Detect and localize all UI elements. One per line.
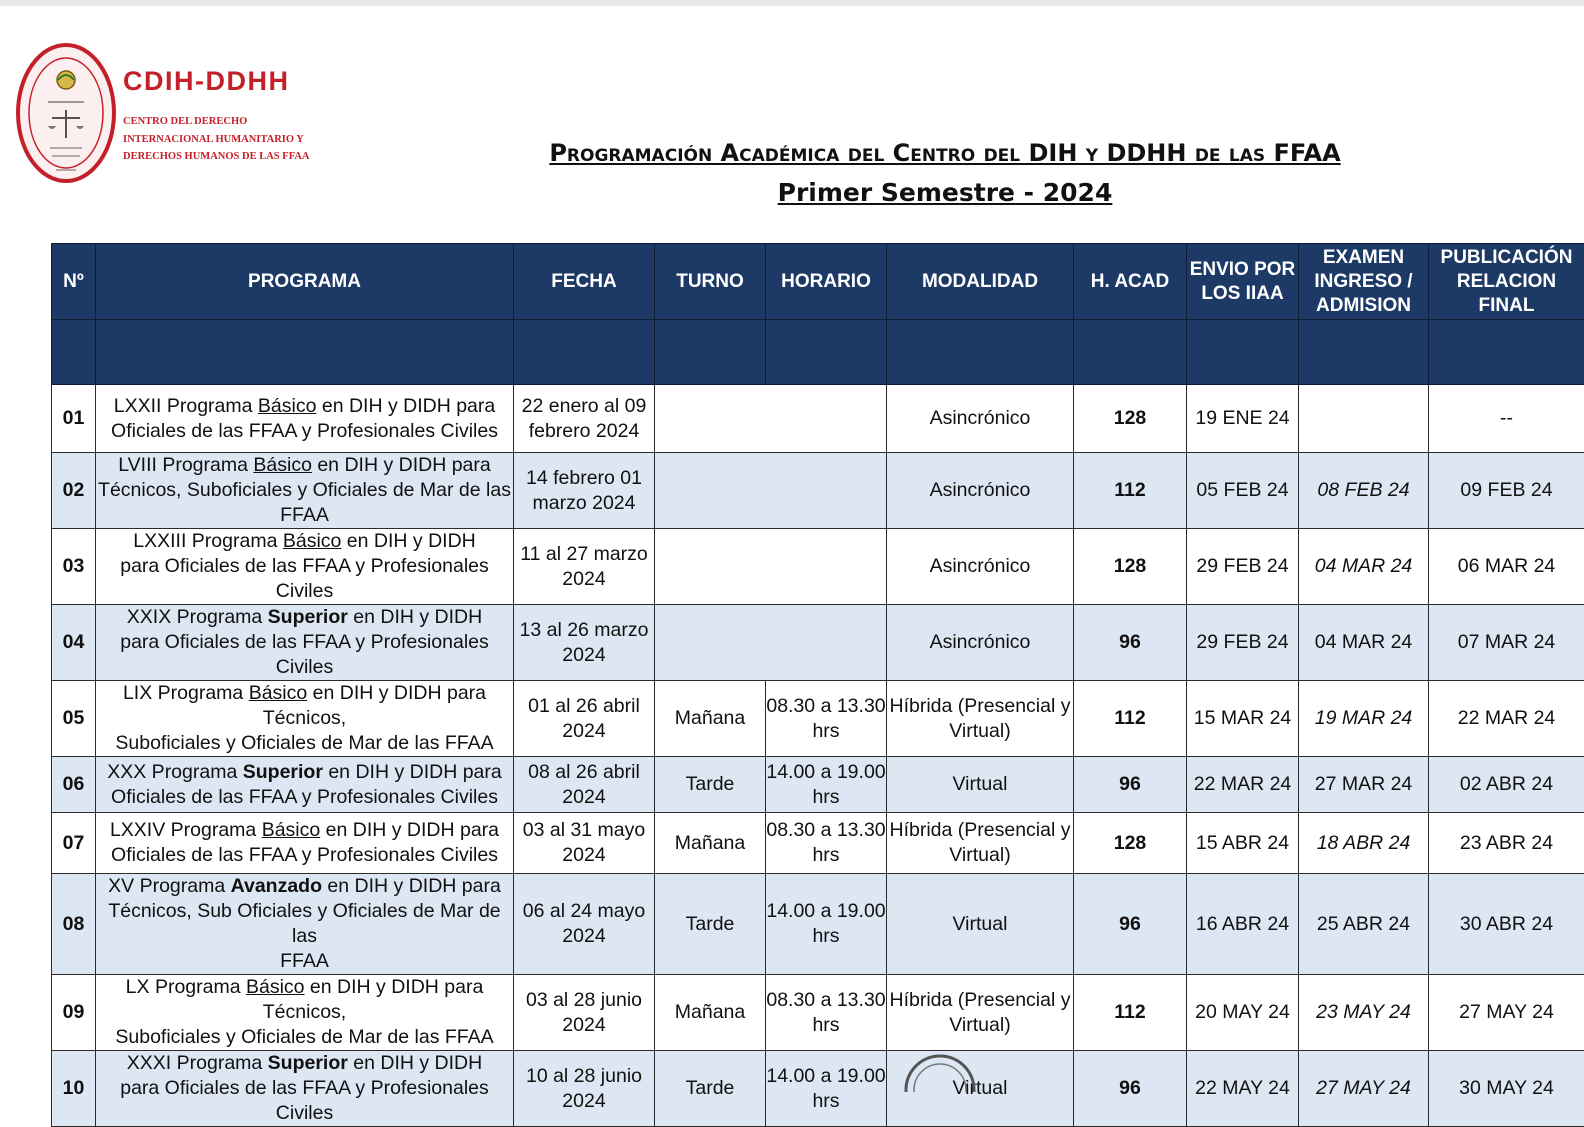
program-text: XV Programa bbox=[108, 875, 230, 897]
program-text: LXXIII Programa bbox=[133, 530, 283, 552]
envio-cell: 22 MAR 24 bbox=[1187, 757, 1299, 813]
row-number: 09 bbox=[52, 975, 96, 1051]
envio-cell: 20 MAY 24 bbox=[1187, 975, 1299, 1051]
schedule-table bbox=[51, 243, 1584, 1127]
program-level-underlined: Básico bbox=[258, 395, 317, 417]
publicacion-cell: 23 ABR 24 bbox=[1429, 813, 1584, 874]
turno-cell: Mañana bbox=[655, 681, 766, 757]
modalidad-cell: Virtual bbox=[887, 1051, 1074, 1127]
publicacion-cell: 27 MAY 24 bbox=[1429, 975, 1584, 1051]
org-sub-line: INTERNACIONAL HUMANITARIO Y bbox=[123, 131, 323, 149]
date-cell: 14 febrero 01 marzo 2024 bbox=[514, 453, 655, 529]
col-header-programa: PROGRAMA bbox=[96, 244, 514, 320]
header-spacer-cell bbox=[1429, 320, 1584, 385]
modalidad-cell: Asincrónico bbox=[887, 605, 1074, 681]
examen-cell: 19 MAR 24 bbox=[1299, 681, 1429, 757]
row-number: 10 bbox=[52, 1051, 96, 1127]
program-level-underlined: Básico bbox=[262, 819, 321, 841]
col-header-hacad: H. ACAD bbox=[1074, 244, 1187, 320]
examen-cell: 23 MAY 24 bbox=[1299, 975, 1429, 1051]
row-number: 05 bbox=[52, 681, 96, 757]
row-number: 04 bbox=[52, 605, 96, 681]
schedule-body bbox=[52, 385, 1584, 1127]
header-spacer-cell bbox=[1187, 320, 1299, 385]
turno-horario-cell bbox=[655, 385, 887, 453]
program-text: Oficiales de las FFAA y Profesionales Civiles bbox=[111, 420, 498, 442]
publicacion-cell: 22 MAR 24 bbox=[1429, 681, 1584, 757]
examen-cell: 27 MAR 24 bbox=[1299, 757, 1429, 813]
modalidad-cell: Asincrónico bbox=[887, 453, 1074, 529]
hacad-cell: 112 bbox=[1074, 975, 1187, 1051]
table-row bbox=[52, 874, 1584, 975]
envio-cell: 15 ABR 24 bbox=[1187, 813, 1299, 874]
turno-cell: Tarde bbox=[655, 1051, 766, 1127]
program-text: XXXI Programa bbox=[127, 1052, 268, 1074]
header-spacer-cell bbox=[514, 320, 655, 385]
program-text: en DIH y DIDH bbox=[348, 606, 482, 628]
horario-cell: 08.30 a 13.30 hrs bbox=[766, 681, 887, 757]
org-subtitle bbox=[123, 113, 323, 166]
publicacion-cell: 30 ABR 24 bbox=[1429, 874, 1584, 975]
hacad-cell: 96 bbox=[1074, 1051, 1187, 1127]
row-number: 08 bbox=[52, 874, 96, 975]
col-header-modalidad: MODALIDAD bbox=[887, 244, 1074, 320]
date-cell: 22 enero al 09 febrero 2024 bbox=[514, 385, 655, 453]
date-cell: 13 al 26 marzo 2024 bbox=[514, 605, 655, 681]
program-text: XXX Programa bbox=[107, 761, 242, 783]
modalidad-cell: Híbrida (Presencial y Virtual) bbox=[887, 813, 1074, 874]
header-spacer-cell bbox=[1299, 320, 1429, 385]
publicacion-cell: -- bbox=[1429, 385, 1584, 453]
program-text: Técnicos, Sub Oficiales y Oficiales de Mar de las bbox=[108, 900, 500, 947]
program-cell bbox=[96, 681, 514, 757]
horario-cell: 14.00 a 19.00 hrs bbox=[766, 757, 887, 813]
modalidad-cell: Asincrónico bbox=[887, 385, 1074, 453]
publicacion-cell: 30 MAY 24 bbox=[1429, 1051, 1584, 1127]
header-spacer-cell bbox=[766, 320, 887, 385]
table-row bbox=[52, 975, 1584, 1051]
program-text: LVIII Programa bbox=[118, 454, 253, 476]
program-text: Oficiales de las FFAA y Profesionales Civiles bbox=[111, 786, 498, 808]
program-text: LIX Programa bbox=[123, 682, 249, 704]
examen-cell: 27 MAY 24 bbox=[1299, 1051, 1429, 1127]
examen-cell bbox=[1299, 385, 1429, 453]
envio-cell: 29 FEB 24 bbox=[1187, 605, 1299, 681]
row-number: 02 bbox=[52, 453, 96, 529]
program-text: en DIH y DIDH para bbox=[322, 875, 501, 897]
publicacion-cell: 07 MAR 24 bbox=[1429, 605, 1584, 681]
hacad-cell: 128 bbox=[1074, 385, 1187, 453]
turno-cell: Tarde bbox=[655, 874, 766, 975]
examen-cell: 04 MAR 24 bbox=[1299, 529, 1429, 605]
hacad-cell: 128 bbox=[1074, 529, 1187, 605]
program-cell bbox=[96, 813, 514, 874]
turno-horario-cell bbox=[655, 605, 887, 681]
modalidad-cell: Virtual bbox=[887, 757, 1074, 813]
cdih-logo-seal bbox=[14, 40, 118, 186]
program-text: en DIH y DIDH bbox=[348, 1052, 482, 1074]
envio-cell: 05 FEB 24 bbox=[1187, 453, 1299, 529]
turno-cell: Tarde bbox=[655, 757, 766, 813]
program-text: en DIH y DIDH para bbox=[316, 395, 495, 417]
row-number: 03 bbox=[52, 529, 96, 605]
document-title: Programación Académica del Centro del DIH y DDHH de las FFAA bbox=[440, 139, 1450, 167]
row-number: 01 bbox=[52, 385, 96, 453]
program-level-underlined: Básico bbox=[283, 530, 342, 552]
program-text: en DIH y DIDH para bbox=[323, 761, 502, 783]
turno-cell: Mañana bbox=[655, 813, 766, 874]
envio-cell: 22 MAY 24 bbox=[1187, 1051, 1299, 1127]
program-text: para Oficiales de las FFAA y Profesionales Civiles bbox=[120, 1077, 489, 1124]
examen-cell: 25 ABR 24 bbox=[1299, 874, 1429, 975]
table-row bbox=[52, 681, 1584, 757]
examen-cell: 08 FEB 24 bbox=[1299, 453, 1429, 529]
table-row bbox=[52, 529, 1584, 605]
col-header-examen: EXAMEN INGRESO / ADMISION bbox=[1299, 244, 1429, 320]
program-text: para Oficiales de las FFAA y Profesionales Civiles bbox=[120, 555, 489, 602]
program-text: en DIH y DIDH para Técnicos, bbox=[263, 976, 484, 1023]
envio-cell: 19 ENE 24 bbox=[1187, 385, 1299, 453]
publicacion-cell: 06 MAR 24 bbox=[1429, 529, 1584, 605]
program-text: LX Programa bbox=[126, 976, 246, 998]
program-text: LXXIV Programa bbox=[110, 819, 262, 841]
table-row bbox=[52, 757, 1584, 813]
date-cell: 11 al 27 marzo 2024 bbox=[514, 529, 655, 605]
col-header-turno: TURNO bbox=[655, 244, 766, 320]
col-header-num: Nº bbox=[52, 244, 96, 320]
modalidad-cell: Asincrónico bbox=[887, 529, 1074, 605]
examen-cell: 18 ABR 24 bbox=[1299, 813, 1429, 874]
envio-cell: 16 ABR 24 bbox=[1187, 874, 1299, 975]
program-level-underlined: Básico bbox=[253, 454, 312, 476]
table-row bbox=[52, 1051, 1584, 1127]
col-header-fecha: FECHA bbox=[514, 244, 655, 320]
col-header-envio: ENVIO POR LOS IIAA bbox=[1187, 244, 1299, 320]
program-text: en DIH y DIDH bbox=[341, 530, 475, 552]
turno-cell: Mañana bbox=[655, 975, 766, 1051]
date-cell: 03 al 31 mayo 2024 bbox=[514, 813, 655, 874]
program-text: Suboficiales y Oficiales de Mar de las FFAA bbox=[115, 732, 493, 754]
program-text: en DIH y DIDH para Técnicos, bbox=[263, 682, 486, 729]
program-text: FFAA bbox=[280, 504, 329, 526]
program-cell bbox=[96, 757, 514, 813]
program-level-bold: Superior bbox=[268, 1052, 348, 1074]
program-level-bold: Avanzado bbox=[231, 875, 322, 897]
date-cell: 01 al 26 abril 2024 bbox=[514, 681, 655, 757]
hacad-cell: 96 bbox=[1074, 757, 1187, 813]
envio-cell: 15 MAR 24 bbox=[1187, 681, 1299, 757]
program-text: para Oficiales de las FFAA y Profesionales Civiles bbox=[120, 631, 489, 678]
header-spacer-cell bbox=[96, 320, 514, 385]
publicacion-cell: 09 FEB 24 bbox=[1429, 453, 1584, 529]
org-name: CDIH-DDHH bbox=[123, 66, 289, 97]
program-cell bbox=[96, 529, 514, 605]
date-cell: 08 al 26 abril 2024 bbox=[514, 757, 655, 813]
horario-cell: 08.30 a 13.30 hrs bbox=[766, 975, 887, 1051]
col-header-horario: HORARIO bbox=[766, 244, 887, 320]
hacad-cell: 112 bbox=[1074, 453, 1187, 529]
document-subtitle: Primer Semestre - 2024 bbox=[440, 178, 1450, 207]
row-number: 07 bbox=[52, 813, 96, 874]
table-row bbox=[52, 605, 1584, 681]
examen-cell: 04 MAR 24 bbox=[1299, 605, 1429, 681]
hacad-cell: 112 bbox=[1074, 681, 1187, 757]
hacad-cell: 96 bbox=[1074, 605, 1187, 681]
date-cell: 10 al 28 junio 2024 bbox=[514, 1051, 655, 1127]
modalidad-cell: Híbrida (Presencial y Virtual) bbox=[887, 681, 1074, 757]
program-text: XXIX Programa bbox=[127, 606, 268, 628]
org-sub-line: DERECHOS HUMANOS DE LAS FFAA bbox=[123, 148, 323, 166]
horario-cell: 14.00 a 19.00 hrs bbox=[766, 1051, 887, 1127]
program-text: FFAA bbox=[280, 950, 329, 972]
program-cell bbox=[96, 385, 514, 453]
program-text: Oficiales de las FFAA y Profesionales Civiles bbox=[111, 844, 498, 866]
header-spacer-cell bbox=[655, 320, 766, 385]
program-cell bbox=[96, 1051, 514, 1127]
org-sub-line: CENTRO DEL DERECHO bbox=[123, 113, 323, 131]
col-header-publicacion: PUBLICACIÓN RELACION FINAL bbox=[1429, 244, 1584, 320]
header-row bbox=[52, 244, 1584, 320]
program-level-bold: Superior bbox=[268, 606, 348, 628]
program-level-underlined: Básico bbox=[249, 682, 308, 704]
hacad-cell: 128 bbox=[1074, 813, 1187, 874]
program-text: en DIH y DIDH para bbox=[320, 819, 499, 841]
modalidad-cell: Híbrida (Presencial y Virtual) bbox=[887, 975, 1074, 1051]
table-row bbox=[52, 385, 1584, 453]
header-spacer-cell bbox=[887, 320, 1074, 385]
program-level-bold: Superior bbox=[243, 761, 323, 783]
program-cell bbox=[96, 605, 514, 681]
program-text: LXXII Programa bbox=[114, 395, 258, 417]
horario-cell: 14.00 a 19.00 hrs bbox=[766, 874, 887, 975]
program-cell bbox=[96, 975, 514, 1051]
table-row bbox=[52, 453, 1584, 529]
program-cell bbox=[96, 453, 514, 529]
date-cell: 06 al 24 mayo 2024 bbox=[514, 874, 655, 975]
envio-cell: 29 FEB 24 bbox=[1187, 529, 1299, 605]
top-edge bbox=[0, 0, 1584, 6]
date-cell: 03 al 28 junio 2024 bbox=[514, 975, 655, 1051]
header-spacer-cell bbox=[1074, 320, 1187, 385]
turno-horario-cell bbox=[655, 529, 887, 605]
program-text: Técnicos, Suboficiales y Oficiales de Mar de las bbox=[98, 479, 511, 501]
horario-cell: 08.30 a 13.30 hrs bbox=[766, 813, 887, 874]
program-level-underlined: Básico bbox=[246, 976, 305, 998]
header-spacer-row bbox=[52, 320, 1584, 385]
turno-horario-cell bbox=[655, 453, 887, 529]
publicacion-cell: 02 ABR 24 bbox=[1429, 757, 1584, 813]
header-spacer-cell bbox=[52, 320, 96, 385]
modalidad-cell: Virtual bbox=[887, 874, 1074, 975]
hacad-cell: 96 bbox=[1074, 874, 1187, 975]
program-text: en DIH y DIDH para bbox=[312, 454, 491, 476]
table-row bbox=[52, 813, 1584, 874]
program-cell bbox=[96, 874, 514, 975]
program-text: Suboficiales y Oficiales de Mar de las FFAA bbox=[115, 1026, 493, 1048]
row-number: 06 bbox=[52, 757, 96, 813]
bottom-seal bbox=[902, 1052, 978, 1092]
